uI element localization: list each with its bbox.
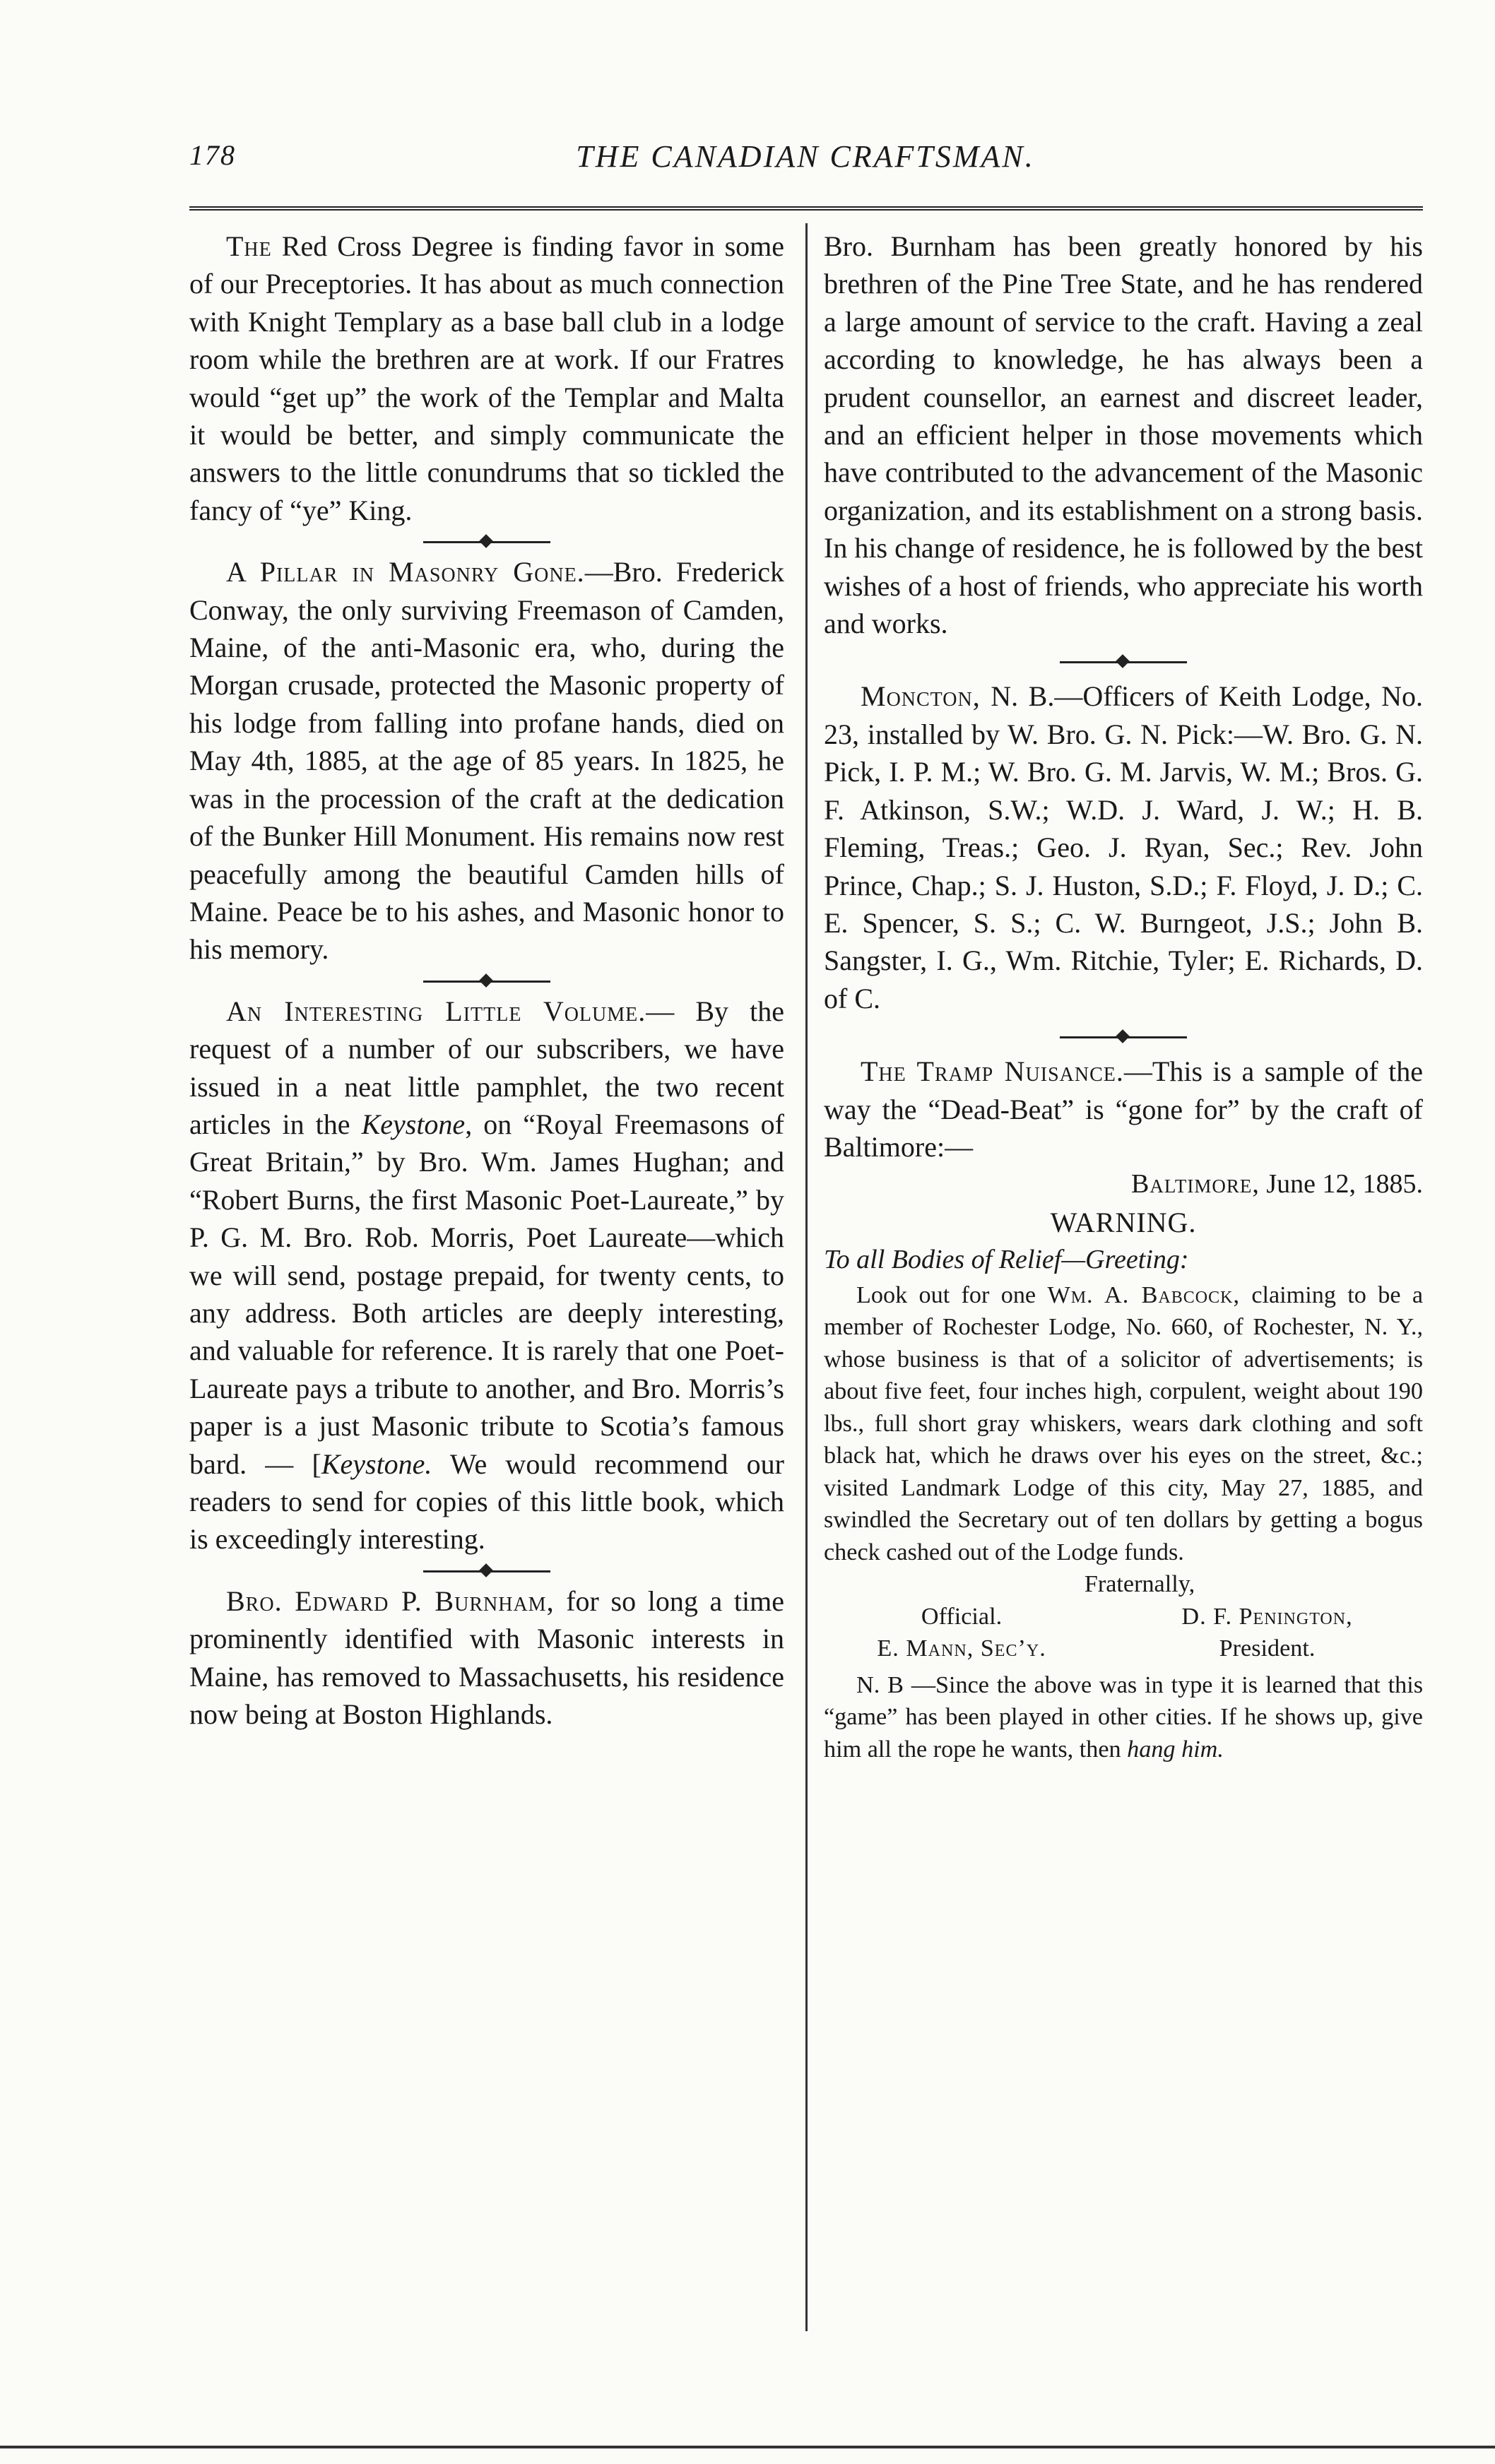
volume-text-3: We would recommend our readers to send for copies of this little book, which is exceedingly interesting. [189, 1447, 784, 1556]
signature-mann: E. Mann, Sec’y. [877, 1635, 1046, 1662]
dateline-date: June 12, 1885. [1259, 1169, 1423, 1200]
signature-official: Official. [921, 1603, 1003, 1630]
volume-text-1: — By the request of a number of our subscribers, we have issued in a neat little pamphlet, the two recent articles in the [189, 995, 784, 1140]
header-rule [189, 206, 1423, 211]
warning-heading: WARNING. [1050, 1206, 1197, 1238]
section-divider [1060, 649, 1187, 673]
pillar-text: —Bro. Frederick Conway, the only surviving Freemason of Camden, Maine, of the anti-Masonic era, who, during the Morgan crusade, protected the Masonic property of his lodge from falling into profane hands, died on May 4th, 1885, at the age of 85 years. In 1825, he was in the procession of the craft at the dedication of the Bunker Hill Monument. His remains now rest peacefully among the beautiful Camden hills of Maine. Peace be to his ashes, and Masonic honor to his memory. [189, 556, 784, 966]
burnham-paragraph [189, 1582, 784, 1734]
signature-president: President. [1219, 1635, 1316, 1662]
footer-rule [0, 2446, 1495, 2448]
keystone-name-1: Keystone [361, 1108, 466, 1140]
nb-hang-him: hang him. [1127, 1736, 1224, 1763]
article-interesting-little-volume [189, 993, 784, 1558]
warning-notice [824, 1279, 1423, 1766]
page-header [189, 138, 1422, 184]
red-cross-lead: The [226, 230, 272, 262]
moncton-paragraph [824, 677, 1423, 1017]
section-divider [423, 1558, 550, 1582]
burnham-continued-paragraph: Bro. Burnham has been greatly honored by his brethren of the Pine Tree State, and he has rendered a large amount of service to the craft. Having a zeal according to knowledge, he has always been a prudent counsellor, an earnest and discreet leader, and an efficient helper in those movements which have contributed to the advancement of the Masonic organization, and its establishment on a strong basis. In his change of residence, he is followed by the best wishes of a host of friends, who appreciate his worth and works. [824, 230, 1423, 640]
warning-body-2: claiming to be a member of Rochester Lodge, No. 660, of Rochester, N. Y., whose business is that of a solicitor of advertisements; is about five feet, four inches high, corpulent, weight about 190 lbs., full short gray whiskers, wears dark clothing and soft black hat, which he draws over his eyes on the street, &c.; visited Landmark Lodge of this city, May 27, 1885, and swindled the Secretary out of ten dollars by getting a bogus check cashed out of the Lodge funds. [824, 1281, 1424, 1565]
keystone-name-2: Keystone. [321, 1447, 432, 1480]
tramp-text: —This is a sample of the way the “Dead-Beat” is “gone for” by the craft of Baltimore:— [824, 1055, 1423, 1163]
red-cross-paragraph [189, 227, 784, 529]
nb-note [824, 1669, 1423, 1766]
running-title: THE CANADIAN CRAFTSMAN. [576, 139, 1035, 174]
article-burnham [189, 1582, 784, 1734]
column-rule [805, 223, 808, 2331]
pillar-paragraph [189, 553, 784, 968]
warning-closing: Fraternally, [1084, 1571, 1195, 1598]
warning-dateline [824, 1166, 1423, 1203]
warning-body-1: Look out for one [856, 1281, 1048, 1308]
tramp-lead: The Tramp Nuisance. [861, 1055, 1124, 1088]
dateline-place: Baltimore, [1130, 1169, 1260, 1200]
right-column [824, 227, 1423, 1765]
volume-lead: An Interesting Little Volume. [226, 995, 646, 1027]
article-tramp-nuisance [824, 1053, 1423, 1765]
signature-row-2 [824, 1633, 1423, 1665]
burnham-lead: Bro. Edward P. Burnham, [226, 1585, 555, 1617]
signature-row-1 [824, 1601, 1423, 1633]
moncton-text: N. B.—Officers of Keith Lodge, No. 23, installed by W. Bro. G. N. Pick:—W. Bro. G. N. Pick, I. P. M.; W. Bro. G. M. Jarvis, W. M.; Bros. G. F. Atkinson, S.W.; W.D. J. Ward, J. W.; H. B. Fleming, Treas.; Geo. J. Ryan, Sec.; Rev. John Prince, Chap.; S. J. Huston, S.D.; F. Floyd, J. D.; C. E. Spencer, S. S.; C. W. Burngeot, J.S.; John B. Sangster, I. G., Wm. Ritchie, Tyler; E. Richards, D. of C. [824, 680, 1423, 1014]
tramp-paragraph [824, 1053, 1423, 1166]
article-red-cross-degree [189, 227, 784, 529]
volume-paragraph [189, 993, 784, 1558]
pillar-lead: A Pillar in Masonry Gone. [226, 556, 585, 588]
burnham-text: for so long a time prominently identified with Masonic interests in Maine, has removed to Massachusetts, his residence now being at Boston Highlands. [189, 1585, 784, 1731]
warning-salutation: To all Bodies of Relief—Greeting: [824, 1245, 1189, 1275]
section-divider [1060, 1024, 1187, 1048]
article-burnham-continued [824, 227, 1423, 642]
article-pillar-in-masonry-gone [189, 553, 784, 968]
section-divider [423, 529, 550, 553]
section-divider [423, 969, 550, 993]
nb-text: N. B —Since the above was in type it is learned that this “game” has been played in other cities. If he shows up, give him all the rope he wants, then [824, 1671, 1423, 1763]
moncton-lead: Moncton, [861, 680, 981, 713]
volume-text-2: , on “Royal Freemasons of Great Britain,” by Bro. Wm. James Hughan; and “Robert Burns, the first Masonic Poet-Laureate,” by P. G. M. Bro. Rob. Morris, Poet Laureate—which we will send, postage prepaid, for twenty cents, to any address. Both articles are deeply interesting, and valuable for reference. It is rarely that one Poet-Laureate pays a tribute to another, and Bro. Morris’s paper is a just Masonic tribute to Scotia’s famous bard. — [ [189, 1108, 784, 1480]
signature-penington: D. F. Penington, [1181, 1603, 1353, 1630]
page-number: 178 [189, 139, 236, 171]
left-column [189, 227, 784, 1733]
red-cross-text: Red Cross Degree is finding favor in some of our Preceptories. It has about as much connection with Knight Templary as a base ball club in a lodge room while the brethren are at work. If our Fratres would “get up” the work of the Templar and Malta it would be better, and simply communicate the answers to the little conundrums that so tickled the fancy of “ye” King. [189, 230, 785, 526]
warning-subject-name: Wm. A. Babcock, [1047, 1281, 1240, 1308]
warning-body [824, 1279, 1423, 1569]
article-moncton [824, 677, 1423, 1017]
